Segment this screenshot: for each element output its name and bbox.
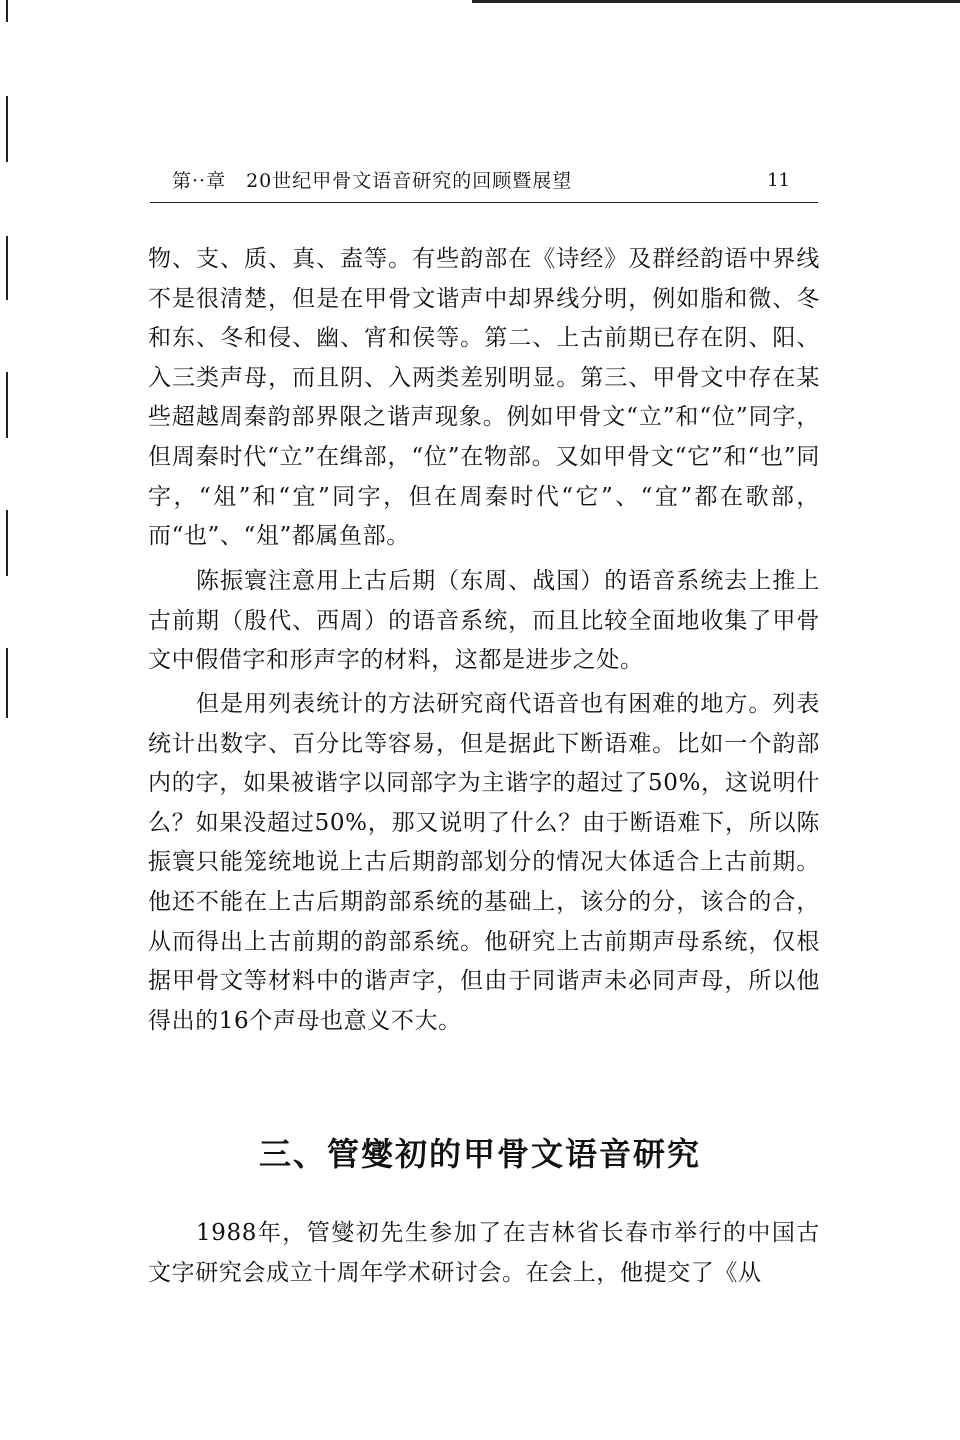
scan-edge-mark (6, 510, 8, 576)
paragraph: 陈振寰注意用上古后期（东周、战国）的语音系统去上推上古前期（殷代、西周）的语音系统，而且比较全面地收集了甲骨文中假借字和形声字的材料，这都是进步之处。 (148, 568, 820, 674)
paragraph: 但是用列表统计的方法研究商代语音也有困难的地方。列表统计出数字、百分比等容易，但是据此下断语难。比如一个韵部内的字，如果被谐字以同部字为主谐字的超过了50%，这说明什么？如果没超过50%，那又说明了什么？由于断语难下，所以陈振寰只能笼统地说上古后期韵部划分的情况大体适合上古前期。他还不能在上古后期韵部系统的基础上，该分的分，该合的合，从而得出上古前期的韵部系统。他研究上古前期声母系统，仅根据甲骨文等材料中的谐声字，但由于同谐声未必同声母，所以他得出的16个声母也意义不大。 (148, 691, 820, 1034)
scan-edge-mark (6, 236, 8, 300)
paragraph: 1988年，管燮初先生参加了在吉林省长春市举行的中国古文字研究会成立十周年学术研讨会。在会上，他提交了《从 (148, 1220, 820, 1286)
scan-edge-mark (6, 0, 8, 22)
top-scan-rule (472, 0, 960, 3)
page-number: 11 (767, 170, 790, 191)
paragraph-continued: 物、支、质、真、盍等。有些韵部在《诗经》及群经韵语中界线不是很清楚，但是在甲骨文谐声中却界线分明，例如脂和微、冬和东、冬和侵、幽、宵和侯等。第二、上古前期已存在阴、阳、入三类声母，而且阴、入两类差别明显。第三、甲骨文中存在某些超越周秦韵部界限之谐声现象。例如甲骨文“立”和“位”同字，但周秦时代“立”在缉部，“位”在物部。又如甲骨文“它”和“也”同字，“俎”和“宜”同字，但在周秦时代“它”、“宜”都在歌部，而“也”、“俎”都属鱼部。 (148, 246, 820, 550)
header-rule (150, 202, 818, 203)
chapter-title: 第··章 20世纪甲骨文语音研究的回顾暨展望 (172, 170, 573, 192)
running-header (150, 166, 818, 196)
scan-edge-mark (6, 96, 8, 162)
scan-edge-mark (6, 648, 8, 718)
scan-edge-mark (6, 372, 8, 438)
section-heading: 三、管燮初的甲骨文语音研究 (258, 1135, 701, 1173)
